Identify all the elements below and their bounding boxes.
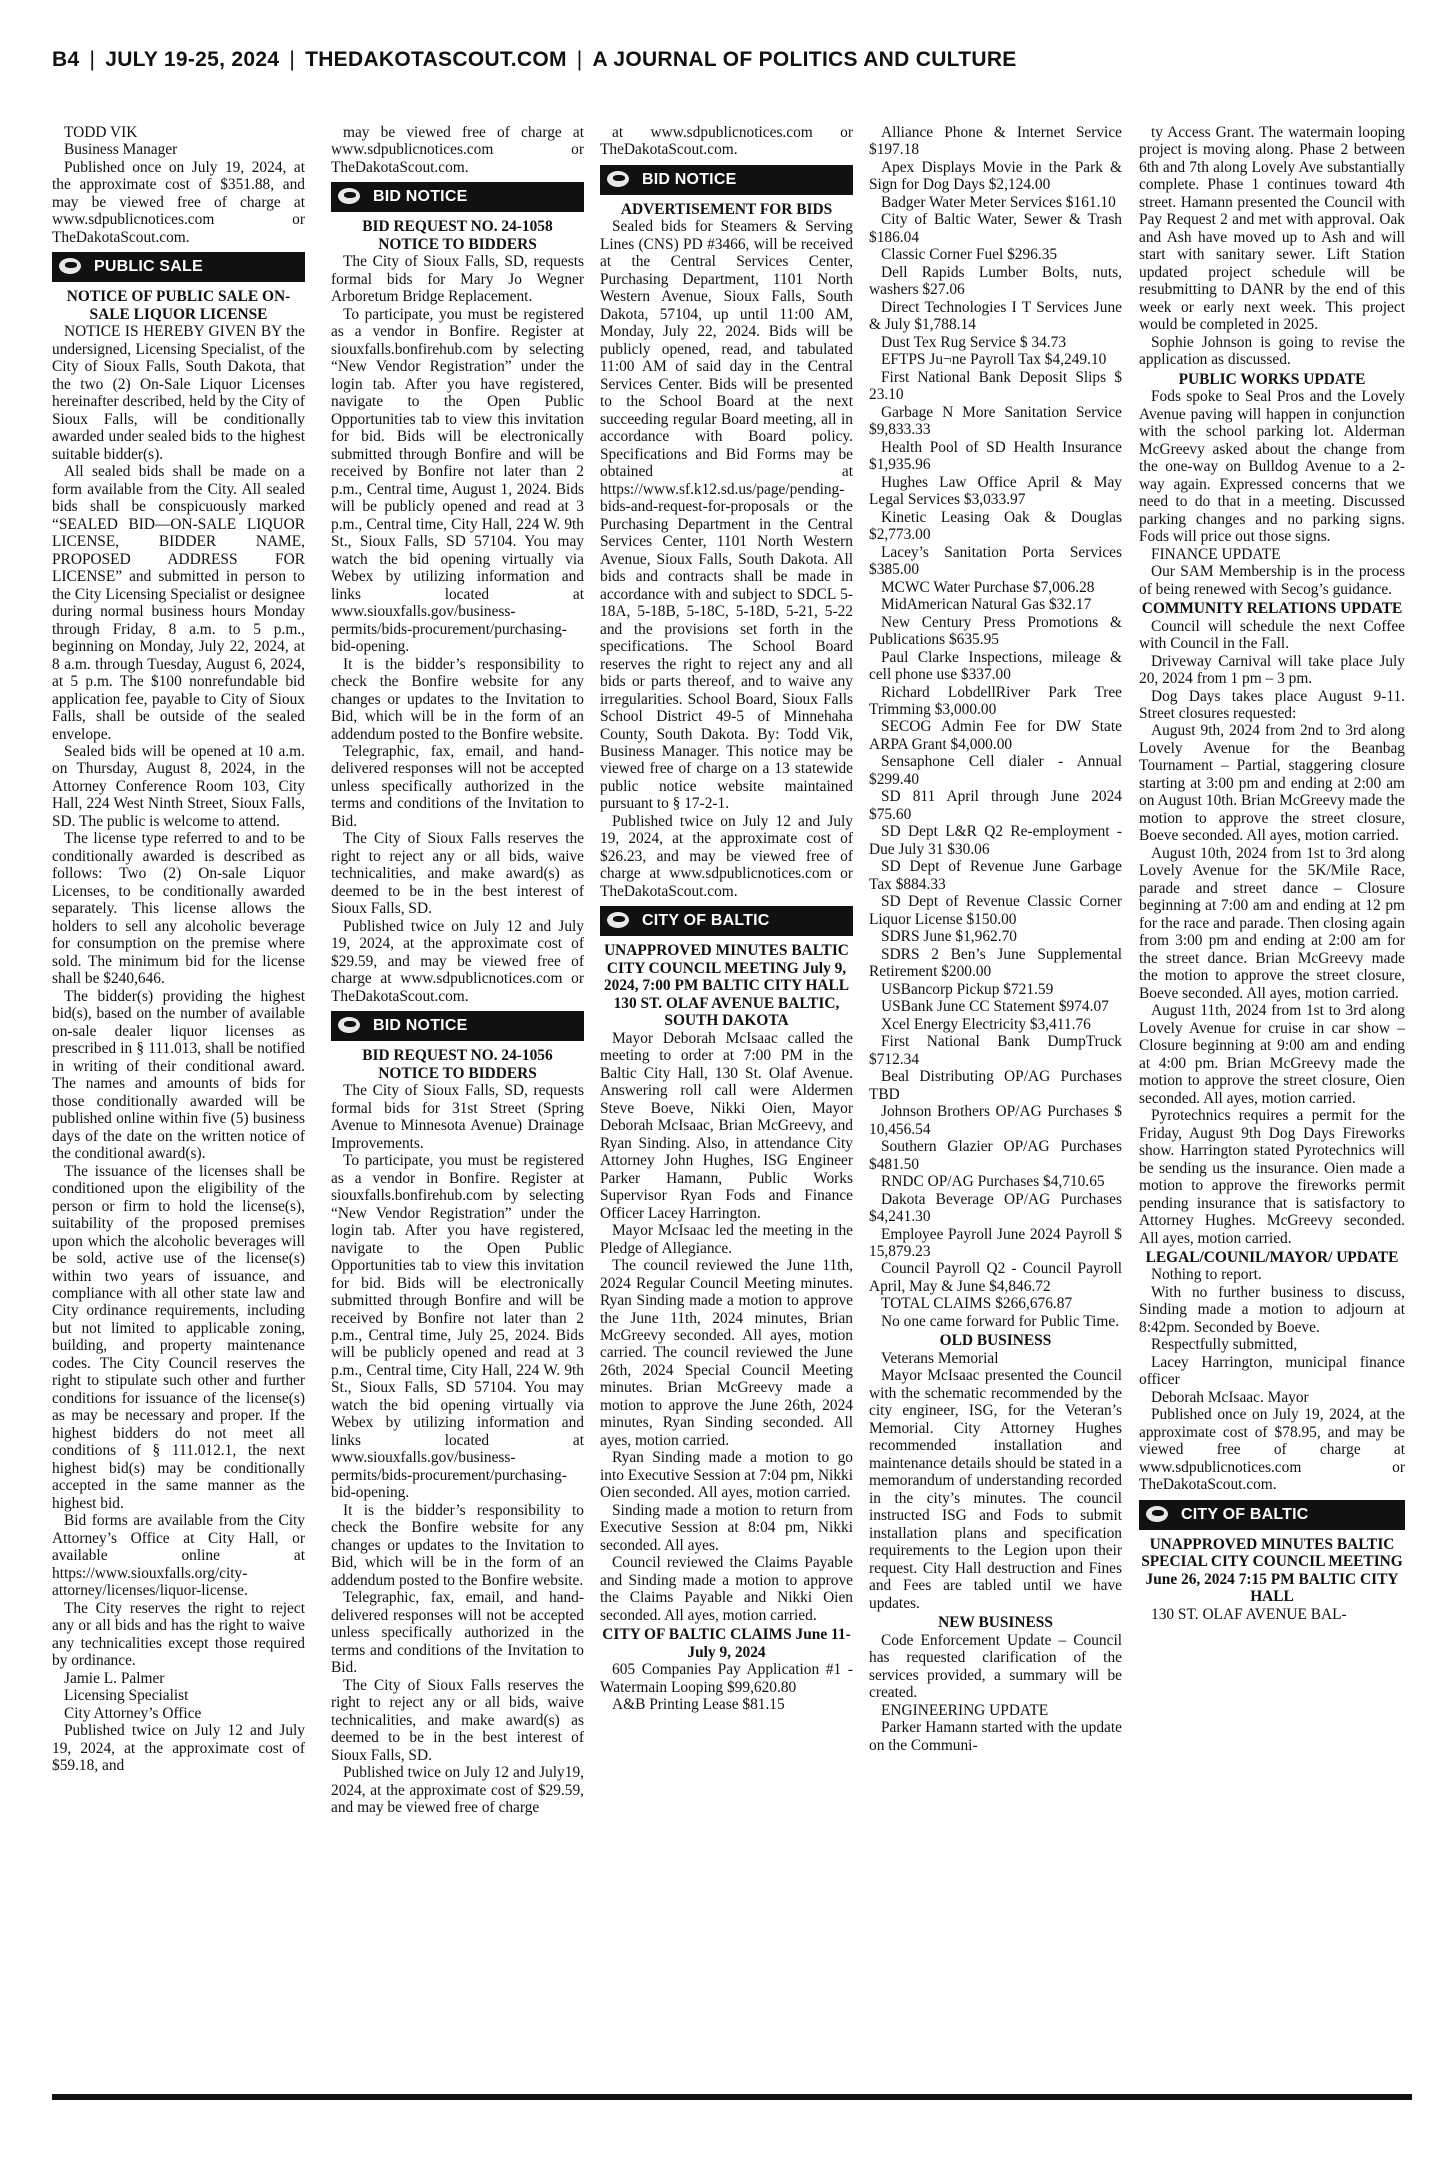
notice-paragraph: Business Manager (64, 141, 178, 159)
notice-paragraph: Sealed bids will be opened at 10 a.m. on Thursday, August 8, 2024, in the Attorney Conference Room 103, City Hall, 224 West Ninth Street, Sioux Falls, SD. The public is welcome to attend. (52, 742, 305, 830)
notice-paragraph: FINANCE UPDATE (1151, 545, 1281, 563)
notice-paragraph: August 11th, 2024 from 1st to 3rd along Lovely Avenue for cruise in car show – Closure beginning at 9:00 am and ending at 4:00 pm. Brian McGreevy made the motion to approve the street closure, Oien seconded. All ayes, motion carried. (1139, 1002, 1405, 1107)
footer-rule (52, 2094, 1412, 2100)
notice-paragraph: RNDC OP/AG Purchases $4,710.65 (881, 1173, 1105, 1191)
notice-paragraph: No one came forward for Public Time. (881, 1312, 1120, 1330)
notice-paragraph: SD Dept of Revenue Classic Corner Liquor License $150.00 (869, 893, 1122, 928)
notice-title: BID REQUEST NO. 24-1056 NOTICE TO BIDDERS (362, 1047, 553, 1082)
scout-logo-icon (1143, 1504, 1173, 1526)
notice-paragraph: SD 811 April through June 2024 $75.60 (869, 788, 1122, 823)
notice-paragraph: Xcel Energy Electricity $3,411.76 (881, 1015, 1091, 1033)
notice-paragraph: City Attorney’s Office (64, 1704, 202, 1722)
notice-paragraph: Fods spoke to Seal Pros and the Lovely Avenue paving will happen in conjunction with the school parking lot. Alderman McGreevy asked about the change from the one-way on Bulldog Avenue to a 2-way again. Expressed concerns that we need to do that in a meeting. Discussed parking changes and no parking signs. Fods will price out those signs. (1139, 388, 1405, 546)
notice-paragraph: EFTPS Ju¬ne Payroll Tax $4,249.10 (881, 351, 1107, 369)
notice-paragraph: USBancorp Pickup $721.59 (881, 980, 1054, 998)
notice-paragraph: MCWC Water Purchase $7,006.28 (881, 578, 1095, 596)
notice-paragraph: Published twice on July 12 and July19, 2024, at the approximate cost of $29.59, and may be viewed free of charge (331, 1764, 584, 1817)
notice-paragraph: SD Dept of Revenue June Garbage Tax $884.33 (869, 858, 1122, 893)
notice-paragraph: The council reviewed the June 11th, 2024 Regular Council Meeting minutes. Ryan Sinding made a motion to approve the June 11th, 2024 minutes, Brian McGreevy seconded. All ayes, motion carried. The council reviewed the June 26th, 2024 Special Council Meeting minutes. Brian McGreevy made a motion to approve the June 26th, 2024 minutes, Ryan Sinding seconded. All ayes, motion carried. (600, 1257, 853, 1449)
notice-paragraph: Council reviewed the Claims Payable and Sinding made a motion to approve the Claims Payable and Nikki Oien seconded. All ayes, motion carried. (600, 1554, 853, 1624)
notice-paragraph: Alliance Phone & Internet Service $197.18 (869, 124, 1122, 159)
section-banner-label: BID NOTICE (373, 188, 468, 206)
notice-paragraph: Council will schedule the next Coffee with Council in the Fall. (1139, 617, 1405, 653)
notice-paragraph: Lacey’s Sanitation Porta Services $385.00 (869, 543, 1122, 579)
notice-paragraph: Driveway Carnival will take place July 20, 2024 from 1 pm – 3 pm. (1139, 652, 1405, 688)
section-banner-label: BID NOTICE (642, 170, 737, 188)
page-header (52, 48, 1412, 78)
notice-paragraph: NOTICE IS HEREBY GIVEN BY the undersigned, Licensing Specialist, of the City of Sioux Falls, South Dakota, that the two (2) On-Sale Liquor Licenses hereinafter described, held by the City of Sioux Falls, will be conditionally awarded under sealed bids to the highest suitable bidder(s). (52, 323, 305, 463)
notice-paragraph: may be viewed free of charge at www.sdpublicnotices.com or TheDakotaScout.com. (331, 124, 584, 176)
notice-paragraph: Kinetic Leasing Oak & Douglas $2,773.00 (869, 508, 1122, 544)
header-separator: | (89, 48, 96, 71)
notice-paragraph: Veterans Memorial (881, 1349, 999, 1367)
notice-paragraph: Employee Payroll June 2024 Payroll $ 15,879.23 (869, 1225, 1122, 1260)
notice-paragraph: Published once on July 19, 2024, at the approximate cost of $78.95, and may be viewed free of charge at www.sdpublicnotices.com or TheDakotaScout.com. (1139, 1406, 1405, 1494)
notice-paragraph: Sinding made a motion to return from Executive Session at 8:04 pm, Nikki seconded. All ayes. (600, 1501, 853, 1554)
notice-paragraph: Licensing Specialist (64, 1687, 189, 1705)
section-banner-label: BID NOTICE (373, 1017, 468, 1035)
notice-paragraph: The City of Sioux Falls, SD, requests formal bids for Mary Jo Wegner Arboretum Bridge Replacement. (331, 253, 584, 306)
notice-title: UNAPPROVED MINUTES BALTIC CITY COUNCIL MEETING July 9, 2024, 7:00 PM BALTIC CITY HALL 130 ST. OLAF AVENUE BALTIC, SOUTH DAKOTA (603, 942, 850, 1030)
header-separator: | (289, 48, 296, 71)
notice-paragraph: Richard LobdellRiver Park Tree Trimming $3,000.00 (869, 683, 1122, 718)
notice-paragraph: Health Pool of SD Health Insurance $1,935.96 (869, 438, 1122, 474)
notice-paragraph: TOTAL CLAIMS $266,676.87 (881, 1295, 1073, 1313)
notice-paragraph: USBank June CC Statement $974.07 (881, 998, 1109, 1016)
notice-title: LEGAL/COUNIL/MAYOR/ UPDATE (1145, 1249, 1399, 1266)
page-number: B4 (52, 48, 80, 71)
notice-title: PUBLIC WORKS UPDATE (1178, 370, 1366, 388)
notice-paragraph: Published once on July 19, 2024, at the approximate cost of $351.88, and may be viewed free of charge at www.sdpublicnotices.com or TheDakotaScout.com. (52, 158, 305, 246)
section-banner (600, 906, 853, 936)
notice-paragraph: Mayor McIsaac presented the Council with the schematic recommended by the city engineer, ISG, for the Veteran’s Memorial. City Attorney Hughes recommended installation and maintenance details should be stated in a memorandum of understanding recorded in the city’s minutes. The council instructed ISG and Fods to submit installation plans and specification requirements to the Legion upon their request. City Hall destruction and Fines and Fees are tabled until we have updates. (869, 1367, 1122, 1612)
tagline: A JOURNAL OF POLITICS AND CULTURE (592, 48, 1017, 71)
notice-paragraph: Badger Water Meter Services $161.10 (881, 193, 1116, 211)
notice-title: UNAPPROVED MINUTES BALTIC SPECIAL CITY COUNCIL MEETING June 26, 2024 7:15 PM BALTIC CITY HALL (1141, 1535, 1403, 1606)
column-5 (1139, 124, 1405, 2089)
notice-paragraph: Sophie Johnson is going to revise the application as discussed. (1139, 333, 1405, 369)
notice-paragraph: SDRS 2 Ben’s June Supplemental Retirement $200.00 (869, 945, 1122, 981)
notice-paragraph: Classic Corner Fuel $296.35 (881, 246, 1058, 264)
notice-paragraph: 130 ST. OLAF AVENUE BAL- (1151, 1605, 1347, 1623)
notice-paragraph: at www.sdpublicnotices.com or TheDakotaScout.com. (600, 124, 853, 159)
notice-paragraph: The City of Sioux Falls, SD, requests formal bids for 31st Street (Spring Avenue to Minnesota Avenue) Drainage Improvements. (331, 1082, 584, 1152)
notice-paragraph: Respectfully submitted, (1151, 1336, 1298, 1354)
notice-paragraph: August 10th, 2024 from 1st to 3rd along Lovely Avenue for the 5K/Mile Race, parade and street dance – Closure beginning at 7:00 am and ending at 12 pm for the race and parade. Then closing again from 3:00 pm and ending at 2:00 am for the street dance. Brian McGreevy made the motion to approve the street closure, Boeve seconded. All ayes, motion carried. (1139, 844, 1405, 1002)
notice-paragraph: Ryan Sinding made a motion to go into Executive Session at 7:04 pm, Nikki Oien seconded. All ayes, motion carried. (600, 1449, 853, 1502)
notice-paragraph: Bid forms are available from the City Attorney’s Office at City Hall, or available online at https://www.siouxfalls.org/city-attorney/licenses/liquor-license. (52, 1512, 305, 1600)
notice-paragraph: Southern Glazier OP/AG Purchases $481.50 (869, 1138, 1122, 1173)
notice-paragraph: TODD VIK (64, 124, 138, 141)
notice-paragraph: August 9th, 2024 from 2nd to 3rd along Lovely Avenue for the Beanbag Tournament – Partial, staggering closure starting at 3:00 pm and ending at 2:00 am on August 10th. Brian McGreevy made the motion to approve the street closure, Boeve seconded. All ayes, motion carried. (1139, 722, 1405, 845)
notice-paragraph: Published twice on July 12 and July 19, 2024, at the approximate cost of $59.18, and (52, 1722, 305, 1775)
notice-paragraph: Apex Displays Movie in the Park & Sign for Dog Days $2,124.00 (869, 158, 1122, 194)
notice-paragraph: Dakota Beverage OP/AG Purchases $4,241.30 (869, 1190, 1122, 1226)
notice-paragraph: First National Bank Deposit Slips $ 23.10 (869, 368, 1122, 404)
column-1 (52, 124, 305, 2089)
section-banner-label: PUBLIC SALE (94, 258, 203, 276)
notice-paragraph: MidAmerican Natural Gas $32.17 (881, 596, 1092, 614)
notice-title: NOTICE OF PUBLIC SALE ON-SALE LIQUOR LICENSE (66, 288, 291, 323)
notice-paragraph: City of Baltic Water, Sewer & Trash $186.04 (869, 211, 1122, 246)
section-banner (600, 165, 853, 195)
site-name[interactable]: THEDAKOTASCOUT.COM (305, 48, 567, 71)
notice-paragraph: All sealed bids shall be made on a form available from the City. All sealed bids shall be conspicuously marked “SEALED BID—ON-SALE LIQUOR LICENSE, BIDDER NAME, PROPOSED ADDRESS FOR LICENSE” and submitted in person to the City Licensing Specialist or designee during normal business hours Monday through Friday, 8 a.m. to 5 p.m., beginning on Monday, July 22, 2024, at 8 a.m. through Tuesday, August 6, 2024, at 5 p.m. The $100 nonrefundable bid application fee, payable to City of Sioux Falls, shall be outside of the sealed envelope. (52, 463, 305, 743)
notice-title: OLD BUSINESS (939, 1332, 1052, 1350)
section-banner (331, 182, 584, 212)
notice-paragraph: It is the bidder’s responsibility to check the Bonfire website for any changes or updates to the Invitation to Bid, which will be in the form of an addendum posted to the Bonfire website. (331, 1501, 584, 1589)
notice-title: COMMUNITY RELATIONS UPDATE (1141, 600, 1403, 618)
notice-paragraph: Direct Technologies I T Services June & July $1,788.14 (869, 298, 1122, 334)
notice-paragraph: Mayor McIsaac led the meeting in the Pledge of Allegiance. (600, 1222, 853, 1257)
section-banner (331, 1011, 584, 1041)
notice-paragraph: Hughes Law Office April & May Legal Services $3,033.97 (869, 473, 1122, 509)
notice-paragraph: Dog Days takes place August 9-11. Street closures requested: (1139, 687, 1405, 722)
scout-logo-icon (56, 256, 86, 278)
notice-paragraph: It is the bidder’s responsibility to check the Bonfire website for any changes or updates to the Invitation to Bid, which will be in the form of an addendum posted to the Bonfire website. (331, 655, 584, 743)
notice-paragraph: Our SAM Membership is in the process of being renewed with Secog’s guidance. (1139, 563, 1405, 598)
notice-title: ADVERTISEMENT FOR BIDS (620, 200, 833, 218)
notice-paragraph: Nothing to report. (1151, 1266, 1262, 1284)
notice-paragraph: The issuance of the licenses shall be conditioned upon the eligibility of the person or firm to hold the license(s), suitability of the proposed premises upon which the alcoholic beverages will be sold, active use of the license(s) within two years of issuance, and compliance with all other state law and City ordinance requirements, including but not limited to applicable zoning, building, and property maintenance codes. The City Council reserves the right to stipulate such other and further conditions for issuance of the license(s) as may be necessary and proper. If the highest bidders do not meet all conditions of § 111.012.1, the next highest bid(s) may be conditionally accepted in the same manner as the highest bid. (52, 1162, 305, 1512)
notice-paragraph: With no further business to discuss, Sinding made a motion to adjourn at 8:42pm. Seconded by Boeve. (1139, 1283, 1405, 1336)
section-banner-label: CITY OF BALTIC (642, 912, 770, 930)
notice-paragraph: Beal Distributing OP/AG Purchases TBD (869, 1068, 1122, 1103)
notice-paragraph: The City of Sioux Falls reserves the right to reject any or all bids, waive technicalities, and make award(s) as deemed to be in the best interest of Sioux Falls, SD. (331, 1676, 584, 1764)
notice-paragraph: Published twice on July 12 and July 19, 2024, at the approximate cost of $29.59, and may be viewed free of charge at www.sdpublicnotices.com or TheDakotaScout.com. (331, 917, 584, 1005)
notice-paragraph: Code Enforcement Update – Council has requested clarification of the services provided, a summary will be created. (869, 1631, 1122, 1702)
issue-date: JULY 19-25, 2024 (105, 48, 280, 71)
notice-paragraph: New Century Press Promotions & Publications $635.95 (869, 613, 1122, 649)
notice-paragraph: Johnson Brothers OP/AG Purchases $ 10,456.54 (869, 1103, 1122, 1138)
notice-paragraph: Deborah McIsaac. Mayor (1151, 1388, 1309, 1406)
section-banner-label: CITY OF BALTIC (1181, 1505, 1309, 1523)
notice-paragraph: ty Access Grant. The watermain looping project is moving along. Phase 2 between 6th and 7th along Lovely Ave substantially complete. Phase 1 continues toward 4th street. Hamann presented the Council with Pay Request 2 and met with approval. Oak and Ash have moved up to Ash and will start with sanitary sewer. Lift Station updated project schedule will be resubmitting to DANR by the end of this week or early next week. This project would be completed in 2025. (1139, 124, 1405, 334)
notice-paragraph: Sealed bids for Steamers & Serving Lines (CNS) PD #3466, will be received at the Central Services Center, Purchasing Department, 1101 North Western Avenue, Sioux Falls, South Dakota, 57104, up until 11:00 AM, Monday, July 22, 2024. Bids will be publicly opened, read, and tabulated 11:00 AM of said day in the Central Services Center. Bids will be presented to the School Board at the next succeeding regular Board meeting, all in accordance with Board policy. Specifications and Bid Forms may be obtained at https://www.sf.k12.sd.us/page/pending-bids-and-request-for-proposals or the Purchasing Department in the Central Services Center, 1101 North Western Avenue, Sioux Falls, South Dakota. All bids and contracts shall be made in accordance with and subject to SDCL 5-18A, 5-18B, 5-18C, 5-18D, 5-21, 5-22 and the provisions set forth in the specifications. The School Board reserves the right to reject any and all bids or parts thereof, and to waive any irregularities. School Board, Sioux Falls School District 49-5 of Minnehaha County, South Dakota. By: Todd Vik, Business Manager. This notice may be viewed free of charge on a 13 statewide public notice website maintained pursuant to § 17-2-1. (600, 218, 853, 813)
notice-paragraph: Paul Clarke Inspections, mileage & cell phone use $337.00 (869, 648, 1122, 684)
notice-paragraph: The City of Sioux Falls reserves the right to reject any or all bids, waive technicalities, and make award(s) as deemed to be in the best interest of Sioux Falls, SD. (331, 830, 584, 918)
scout-logo-icon (604, 910, 634, 932)
section-banner (1139, 1500, 1405, 1530)
notice-paragraph: The City reserves the right to reject any or all bids and has the right to waive any technicalities except those required by ordinance. (52, 1599, 305, 1670)
notice-paragraph: Telegraphic, fax, email, and hand-delivered responses will not be accepted unless specifically authorized in the terms and conditions of the Invitation to Bid. (331, 742, 584, 830)
notice-paragraph: Mayor Deborah McIsaac called the meeting to order at 7:00 PM in the Baltic City Hall, 130 St. Olaf Avenue. Answering roll call were Aldermen Steve Boeve, Nikki Oien, Mayor Deborah McIsaac, Brian McGreevy, and Ryan Sinding. Also, in attendance City Attorney John Hughes, ISG Engineer Parker Hamann, Public Works Supervisor Ryan Fods and Finance Officer Lacey Harrington. (600, 1029, 853, 1222)
notice-paragraph: To participate, you must be registered as a vendor in Bonfire. Register at siouxfalls.bonfirehub.com by selecting “New Vendor Registration” under the login tab. After you have registered, navigate to the Open Public Opportunities tab to view this invitation for bid. Bids will be electronically submitted through Bonfire and will be received by Bonfire not later than 2 p.m., Central time, July 25, 2024. Bids will be publicly opened and read at 3 p.m., Central time, City Hall, 224 W. 9th St., Sioux Falls, SD 57104. You may watch the bid opening virtually via Webex by utilizing information and links located at www.siouxfalls.gov/business-permits/bids-procurement/purchasing-bid-opening. (331, 1152, 584, 1502)
notice-paragraph: 605 Companies Pay Application #1 - Watermain Looping $99,620.80 (600, 1661, 853, 1696)
notice-paragraph: Pyrotechnics requires a permit for the Friday, August 9th Dog Days Fireworks show. Harrington stated Pyrotechnics will be sending us the insurance. Oien made a motion to approve the fireworks permit pending insurance that is satisfactory to Attorney Hughes. McGreevy seconded. All ayes, motion carried. (1139, 1107, 1405, 1247)
notice-paragraph: Published twice on July 12 and July 19, 2024, at the approximate cost of $26.23, and may be viewed free of charge at www.sdpublicnotices.com or TheDakotaScout.com. (600, 812, 853, 900)
notice-title: CITY OF BALTIC CLAIMS June 11-July 9, 2024 (602, 1626, 851, 1661)
notice-paragraph: Dell Rapids Lumber Bolts, nuts, washers $27.06 (869, 263, 1122, 299)
notice-paragraph: Sensaphone Cell dialer - Annual $299.40 (869, 753, 1122, 788)
notice-paragraph: ENGINEERING UPDATE (881, 1701, 1049, 1719)
notice-paragraph: The bidder(s) providing the highest bid(s), based on the number of available on-sale dealer liquor licenses as prescribed in § 111.013, shall be notified in writing of their conditional award. The names and amounts of bids for those conditionally awarded will be published online within five (5) business days of the date on the written notice of the conditional award(s). (52, 987, 305, 1163)
notice-paragraph: To participate, you must be registered as a vendor in Bonfire. Register at siouxfalls.bonfirehub.com by selecting “New Vendor Registration” under the login tab. After you have registered, navigate to the Open Public Opportunities tab to view this invitation for bid. Bids will be electronically submitted through Bonfire and will be received by Bonfire not later than 2 p.m., Central time, August 1, 2024. Bids will be publicly opened and read at 3 p.m., Central time, City Hall, 224 W. 9th St., Sioux Falls, SD 57104. You may watch the bid opening virtually via Webex by utilizing information and links located at www.siouxfalls.gov/business-permits/bids-procurement/purchasing-bid-opening. (331, 305, 584, 656)
section-banner (52, 252, 305, 282)
scout-logo-icon (604, 169, 634, 191)
column-4 (869, 124, 1122, 2089)
notice-paragraph: Dust Tex Rug Service $ 34.73 (881, 333, 1067, 351)
notice-paragraph: Parker Hamann started with the update on the Communi- (869, 1719, 1122, 1754)
header-separator: | (576, 48, 583, 71)
column-2 (331, 124, 584, 2089)
notice-title: NEW BUSINESS (938, 1614, 1053, 1632)
notice-paragraph: A&B Printing Lease $81.15 (612, 1696, 785, 1714)
notice-paragraph: Garbage N More Sanitation Service $9,833.33 (869, 403, 1122, 439)
notice-paragraph: Lacey Harrington, municipal finance officer (1139, 1353, 1405, 1389)
notice-paragraph: Telegraphic, fax, email, and hand-delivered responses will not be accepted unless specifically authorized in the terms and conditions of the Invitation to Bid. (331, 1589, 584, 1677)
scout-logo-icon (335, 186, 365, 208)
notice-paragraph: SDRS June $1,962.70 (881, 928, 1017, 946)
scout-logo-icon (335, 1015, 365, 1037)
notice-title: BID REQUEST NO. 24-1058 NOTICE TO BIDDERS (362, 218, 553, 253)
notice-paragraph: Jamie L. Palmer (64, 1669, 165, 1687)
notice-paragraph: The license type referred to and to be conditionally awarded is described as follows: Two (2) On-sale Liquor Licenses, to be conditionally awarded separately. This license allows the holders to sell any alcoholic beverage for consumption on the premise where sold. The minimum bid for the license shall be $240,646. (52, 830, 305, 988)
notice-paragraph: SECOG Admin Fee for DW State ARPA Grant $4,000.00 (869, 718, 1122, 753)
notice-paragraph: Council Payroll Q2 - Council Payroll April, May & June $4,846.72 (869, 1260, 1122, 1295)
notice-paragraph: SD Dept L&R Q2 Re-employment - Due July 31 $30.06 (869, 823, 1122, 858)
notice-paragraph: First National Bank DumpTruck $712.34 (869, 1033, 1122, 1068)
column-3 (600, 124, 853, 2089)
